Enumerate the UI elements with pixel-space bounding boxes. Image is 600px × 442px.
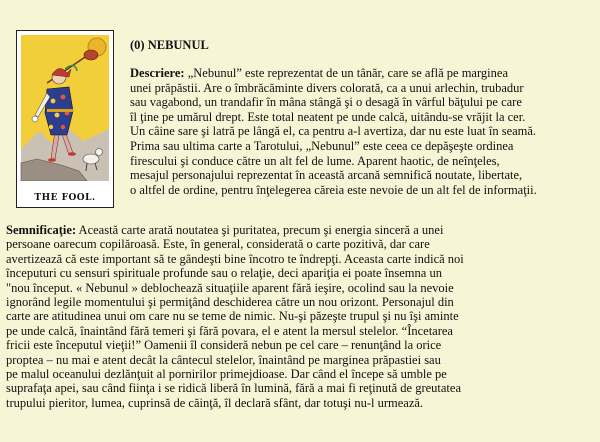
significance-line: Semnificaţie: Această carte arată noutatea şi puritatea, precum şi energia sinceră a unei [6,223,444,237]
significance-line: pe malul oceanului dezlănţuit al pornirilor primejdioase. Dar când el începe să umble pe [6,367,447,382]
tarot-card-image [16,30,114,208]
significance-line: suprafaţa apei, sau când fiinţa i se ridică liberă în lumină, fără a mai fi reţinută de greutatea [6,381,461,396]
description-line: Prima sau ultima carte a Tarotului, „Nebunul” este ceea ce depăşeşte ordinea [130,138,514,153]
significance-line: carte are atitudinea unui om care nu se teme de nimic. Nu-şi păzeşte trupul şi nu îşi aminte [6,309,459,324]
description-paragraph [130,66,590,197]
significance-label: Semnificaţie: [6,223,77,237]
card-caption: THE FOOL. [34,193,96,203]
description-line: Un câine sare şi latră pe lângă el, ca pentru a-l avertiza, dar nu este luat în seamă. [130,124,537,139]
description-line: sau vagabond, un trandafir în mâna stângă şi o desagă în vârful băţului pe care [130,95,522,110]
description-line: îl ţine pe umărul drept. Este total neatent pe unde calcă, uitându-se vrăjit la cer. [130,109,526,124]
significance-line: fricii este începutul vieţii!” Oamenii îl consideră nebun pe cel care – renunţând la orice [6,338,442,353]
significance-line: proptea – nu mai e atent decât la cântecul stelelor, înaintând pe marginea prăpastiei sau [6,352,441,367]
significance-line: începuturi cu sensuri spirituale profunde sau o relaţie, deci apariţia ei poate însemna un [6,266,442,281]
description-line: mesajul personajului reprezentat în această arcană semnifică noutate, libertate, [130,168,523,183]
significance-line: persoane oarecum copilăroasă. Este, în general, considerată o carte pozitivă, dar care [6,237,430,252]
description-line: firescului şi conduce către un alt fel de lume. Aparent haotic, de neînţeles, [130,153,500,168]
description-line: o altfel de ordine, pentru înţelegerea căreia este nevoie de un alt fel de informaţii. [130,182,537,197]
description-label: Descriere: [130,66,185,80]
significance-line: avertizează că este important să te gândeşti bine încotro te îndrepţi. Aceasta carte indică noi [6,251,464,266]
description-line: unei prăpăstii. Are o îmbrăcăminte divers colorată, ca a unui arlechin, trubadur [130,80,524,95]
significance-line: ignorând legile momentului şi permiţând deschiderea către un nou orizont. Personajul din [6,295,454,310]
significance-line: pe unde calcă, înaintând fără temeri şi fără povara, el e atent la mersul stelelor. “Încetarea [6,323,453,338]
page-title: (0) NEBUNUL [130,38,209,52]
fool-card-illustration [17,31,113,207]
significance-paragraph [6,223,594,410]
significance-line: trupului pieritor, lumea, cuprinsă de căinţă, îl declară sfânt, dar totuşi nu-l urmează. [6,395,424,410]
description-line: Descriere: „Nebunul” este reprezentat de un tânăr, care se află pe marginea [130,66,508,80]
significance-line: "nou început. « Nebunul » deblochează situaţiile aparent fără ieşire, ocolind sau la nevoie [6,280,454,295]
